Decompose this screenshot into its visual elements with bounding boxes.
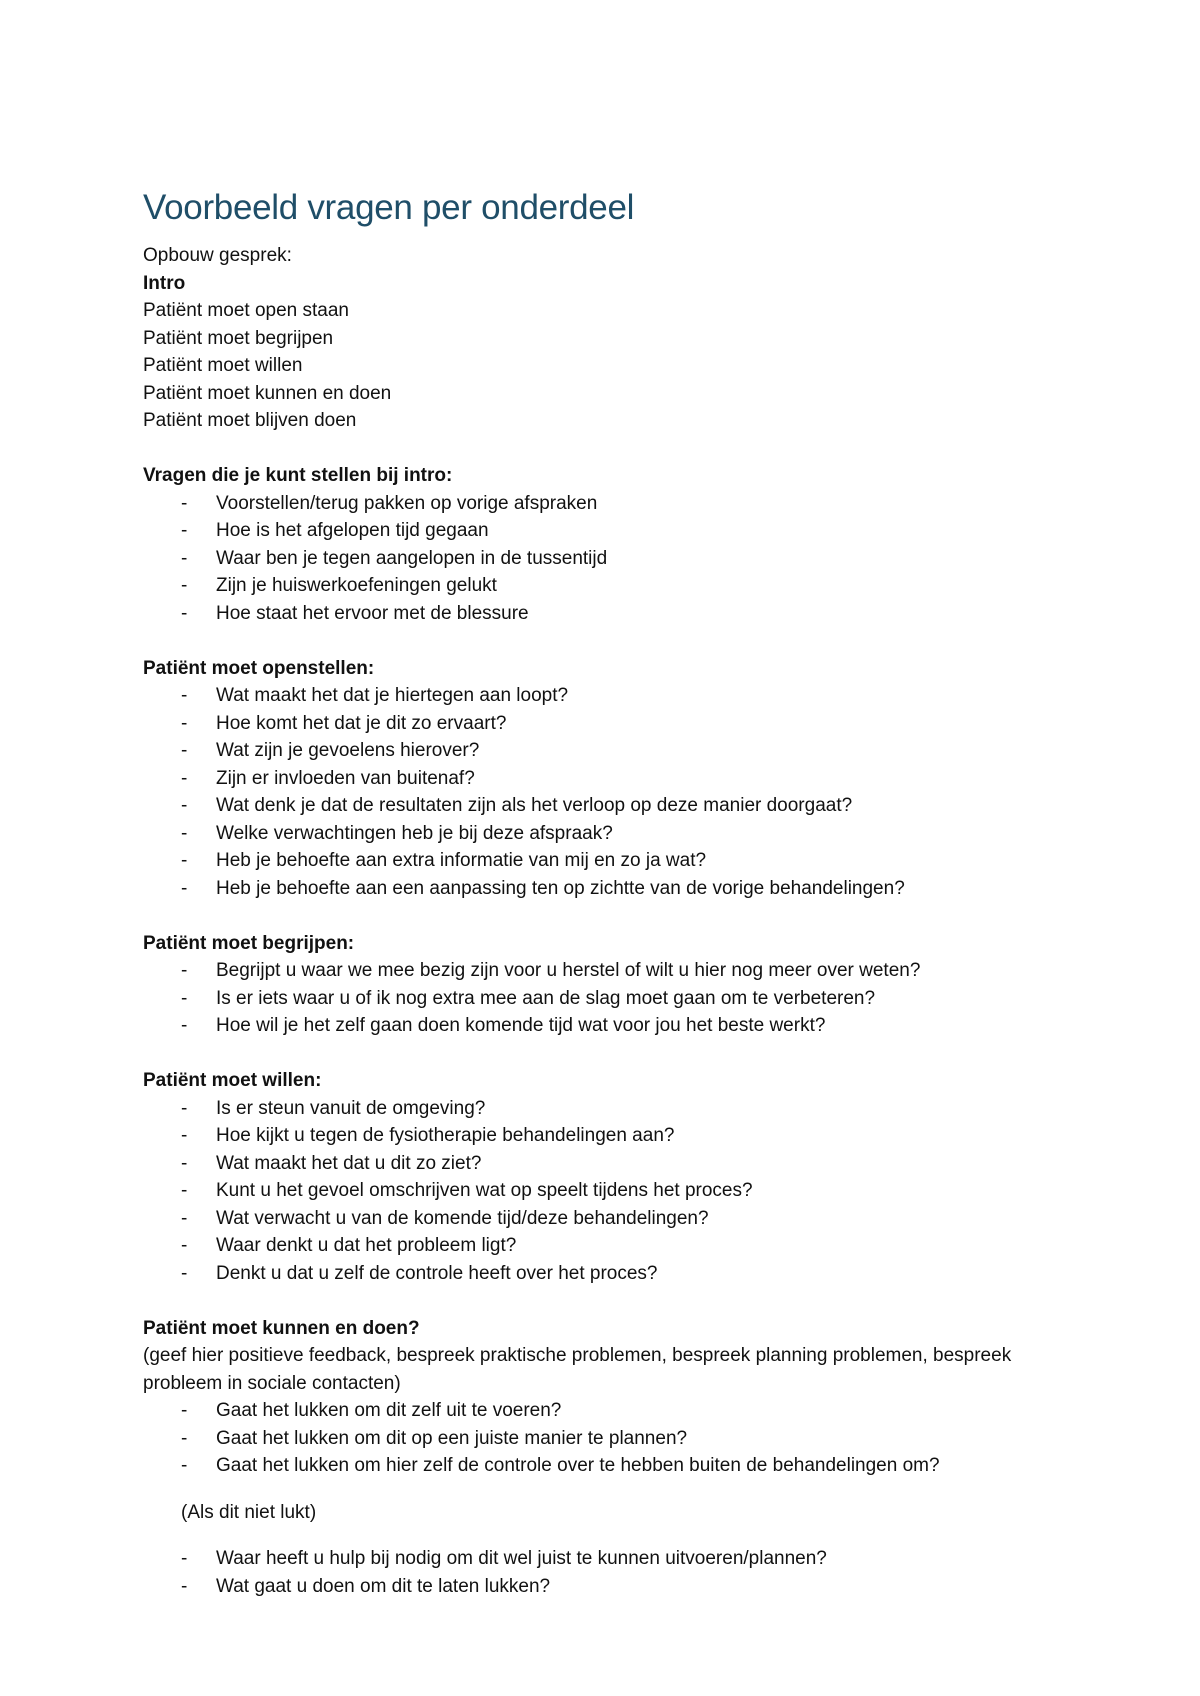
list-item: - Kunt u het gevoel omschrijven wat op speelt tijdens het proces?	[181, 1180, 753, 1201]
list-item: - Wat denk je dat de resultaten zijn als het verloop op deze manier doorgaat?	[181, 795, 853, 816]
section-heading-openstellen: Patiënt moet openstellen:	[143, 657, 375, 679]
opbouw-step: Patiënt moet begrijpen	[143, 327, 334, 349]
list-item: - Welke verwachtingen heb je bij deze afspraak?	[181, 822, 613, 844]
list-item: - Wat maakt het dat je hiertegen aan loopt?	[181, 685, 569, 706]
document-page	[143, 182, 1073, 1600]
section-heading-intro: Vragen die je kunt stellen bij intro:	[143, 465, 453, 486]
page-title: Voorbeeld vragen per onderdeel	[143, 188, 635, 227]
list-item: - Zijn je huiswerkoefeningen gelukt	[181, 575, 497, 596]
section-heading-kunnen: Patiënt moet kunnen en doen?	[143, 1317, 420, 1339]
willen-question-list	[143, 1095, 1073, 1288]
list-item: - Zijn er invloeden van buitenaf?	[181, 767, 475, 789]
intro-question-list	[143, 490, 1073, 628]
list-item: - Voorstellen/terug pakken op vorige afspraken	[181, 492, 598, 514]
intro-label: Intro	[143, 272, 186, 294]
list-item: - Gaat het lukken om hier zelf de controle over te hebben buiten de behandelingen om?	[181, 1455, 940, 1476]
list-item: - Begrijpt u waar we mee bezig zijn voor u herstel of wilt u hier nog meer over weten?	[181, 960, 921, 981]
list-item: - Wat maakt het dat u dit zo ziet?	[181, 1152, 482, 1174]
list-item: - Waar denkt u dat het probleem ligt?	[181, 1235, 517, 1256]
openstellen-question-list	[143, 682, 1073, 902]
kunnen-if-not-list	[143, 1545, 1073, 1600]
opbouw-step: Patiënt moet open staan	[143, 300, 349, 321]
list-item: - Hoe wil je het zelf gaan doen komende tijd wat voor jou het beste werkt?	[181, 1015, 826, 1036]
list-item: - Is er iets waar u of ik nog extra mee aan de slag moet gaan om te verbeteren?	[181, 987, 876, 1009]
list-item: - Wat zijn je gevoelens hierover?	[181, 740, 480, 761]
list-item: - Waar heeft u hulp bij nodig om dit wel juist te kunnen uitvoeren/plannen?	[181, 1548, 827, 1569]
opbouw-step: Patiënt moet kunnen en doen	[143, 382, 392, 404]
list-item: - Hoe staat het ervoor met de blessure	[181, 602, 529, 624]
begrijpen-question-list	[143, 957, 1073, 1040]
kunnen-note: (geef hier positieve feedback, bespreek praktische problemen, bespreek planning problemen, bespreek probleem in sociale contacten)	[143, 1345, 1012, 1394]
if-not-note: (Als dit niet lukt)	[181, 1501, 317, 1523]
list-item: - Waar ben je tegen aangelopen in de tussentijd	[181, 547, 608, 569]
list-item: - Wat verwacht u van de komende tijd/deze behandelingen?	[181, 1207, 709, 1229]
section-heading-begrijpen: Patiënt moet begrijpen:	[143, 932, 355, 954]
list-item: - Is er steun vanuit de omgeving?	[181, 1097, 486, 1119]
section-heading-willen: Patiënt moet willen:	[143, 1070, 322, 1091]
opbouw-heading: Opbouw gesprek:	[143, 245, 292, 266]
list-item: - Wat gaat u doen om dit te laten lukken?	[181, 1575, 551, 1597]
list-item: - Hoe is het afgelopen tijd gegaan	[181, 520, 489, 541]
list-item: - Denkt u dat u zelf de controle heeft over het proces?	[181, 1262, 658, 1284]
opbouw-step: Patiënt moet willen	[143, 355, 303, 376]
opbouw-step: Patiënt moet blijven doen	[143, 410, 357, 431]
list-item: - Hoe kijkt u tegen de fysiotherapie behandelingen aan?	[181, 1125, 675, 1146]
list-item: - Heb je behoefte aan een aanpassing ten op zichtte van de vorige behandelingen?	[181, 877, 905, 899]
list-item: - Heb je behoefte aan extra informatie van mij en zo ja wat?	[181, 850, 707, 871]
list-item: - Gaat het lukken om dit op een juiste manier te plannen?	[181, 1427, 688, 1449]
list-item: - Gaat het lukken om dit zelf uit te voeren?	[181, 1400, 562, 1421]
kunnen-question-list	[143, 1397, 1073, 1480]
list-item: - Hoe komt het dat je dit zo ervaart?	[181, 712, 507, 734]
